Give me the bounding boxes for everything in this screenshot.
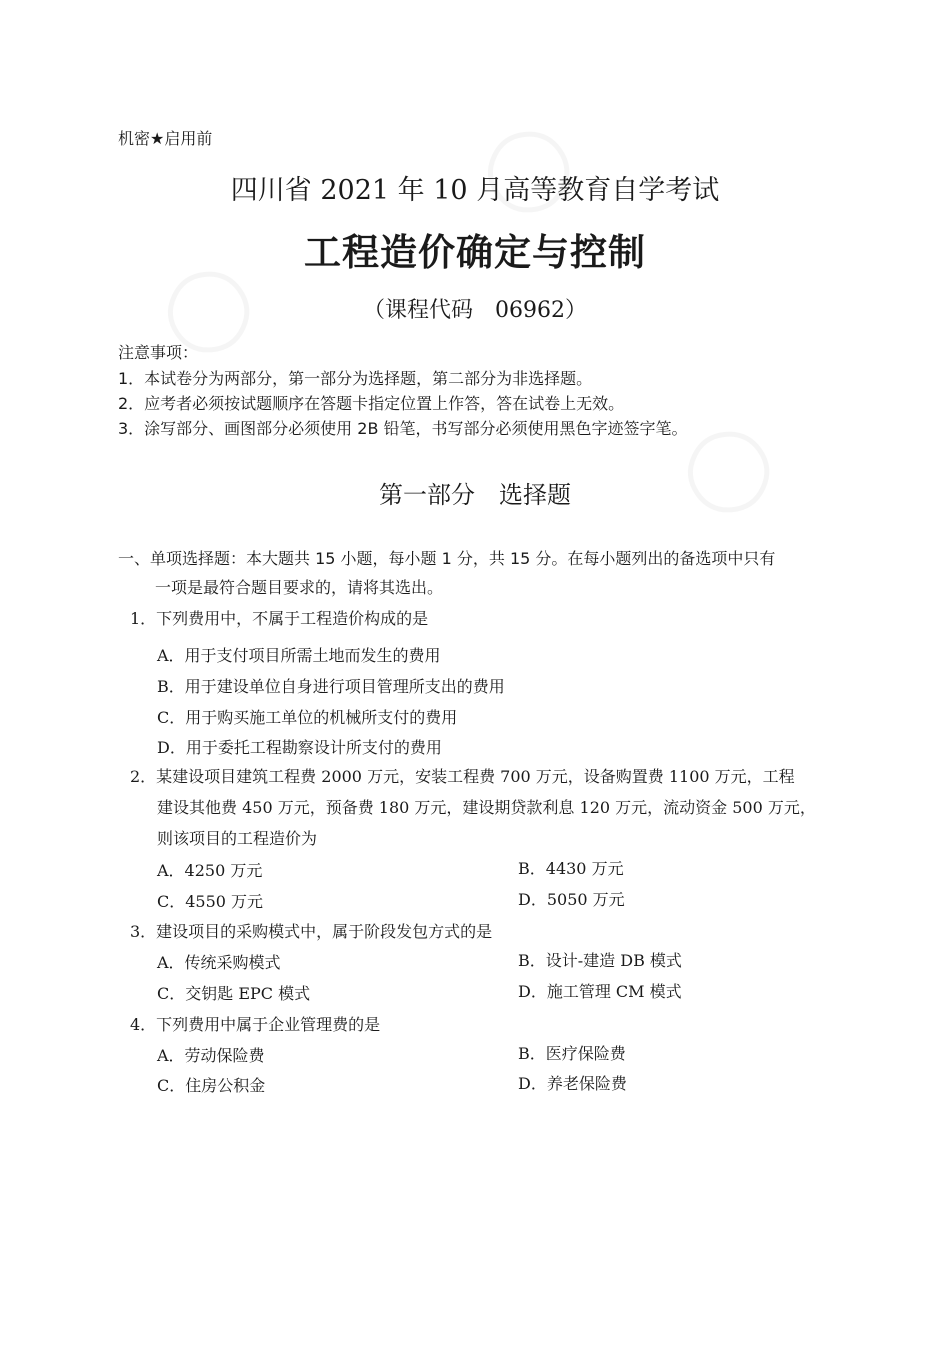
question-option: A．用于支付项目所需土地而发生的费用: [157, 646, 441, 665]
notice-heading: 注意事项：: [118, 343, 199, 362]
question-option: C．住房公积金: [157, 1076, 266, 1095]
question-option: A．劳动保险费: [157, 1046, 265, 1065]
question-option: C．用于购买施工单位的机械所支付的费用: [157, 708, 458, 727]
question-option: D．施工管理 CM 模式: [518, 982, 682, 1001]
question-option: B．医疗保险费: [518, 1044, 626, 1063]
part-title: 第一部分 选择题: [379, 481, 571, 509]
question-option: B．用于建设单位自身进行项目管理所支出的费用: [157, 677, 505, 696]
watermark: [461, 103, 588, 231]
question-option: B．4430 万元: [518, 859, 624, 878]
question-option: D．5050 万元: [518, 890, 625, 909]
question-stem: 建设其他费 450 万元，预备费 180 万元，建设期贷款利息 120 万元，流动资金 500 万元，: [157, 798, 816, 817]
course-code: （课程代码 06962）: [363, 298, 587, 323]
question-option: B．设计-建造 DB 模式: [518, 951, 682, 970]
section-instruction: 一、单项选择题：本大题共 15 小题，每小题 1 分，共 15 分。在每小题列出的备选项中只有: [118, 549, 776, 568]
section-instruction: 一项是最符合题目要求的，请将其选出。: [155, 578, 444, 597]
question-option: C．4550 万元: [157, 892, 264, 911]
question-option: D．用于委托工程勘察设计所支付的费用: [157, 738, 442, 757]
confidential-label: 机密★启用前: [118, 129, 213, 148]
subject-title: 工程造价确定与控制: [304, 231, 646, 274]
notice-item: 3．涂写部分、画图部分必须使用 2B 铅笔，书写部分必须使用黑色字迹签字笔。: [118, 419, 688, 438]
question-option: D．养老保险费: [518, 1074, 627, 1093]
question-stem: 则该项目的工程造价为: [157, 829, 318, 848]
exam-title: 四川省 2021 年 10 月高等教育自学考试: [230, 175, 720, 206]
question-stem: 3．建设项目的采购模式中，属于阶段发包方式的是: [130, 922, 493, 941]
question-option: A．4250 万元: [157, 861, 263, 880]
question-option: A．传统采购模式: [157, 953, 281, 972]
notice-item: 2．应考者必须按试题顺序在答题卡指定位置上作答，答在试卷上无效。: [118, 394, 625, 413]
question-stem: 4．下列费用中属于企业管理费的是: [130, 1015, 381, 1034]
question-option: C．交钥匙 EPC 模式: [157, 984, 311, 1003]
question-stem: 1．下列费用中，不属于工程造价构成的是: [130, 609, 429, 628]
question-stem: 2．某建设项目建筑工程费 2000 万元，安装工程费 700 万元，设备购置费 1100 万元，工程: [130, 767, 795, 786]
notice-item: 1．本试卷分为两部分，第一部分为选择题，第二部分为非选择题。: [118, 369, 593, 388]
